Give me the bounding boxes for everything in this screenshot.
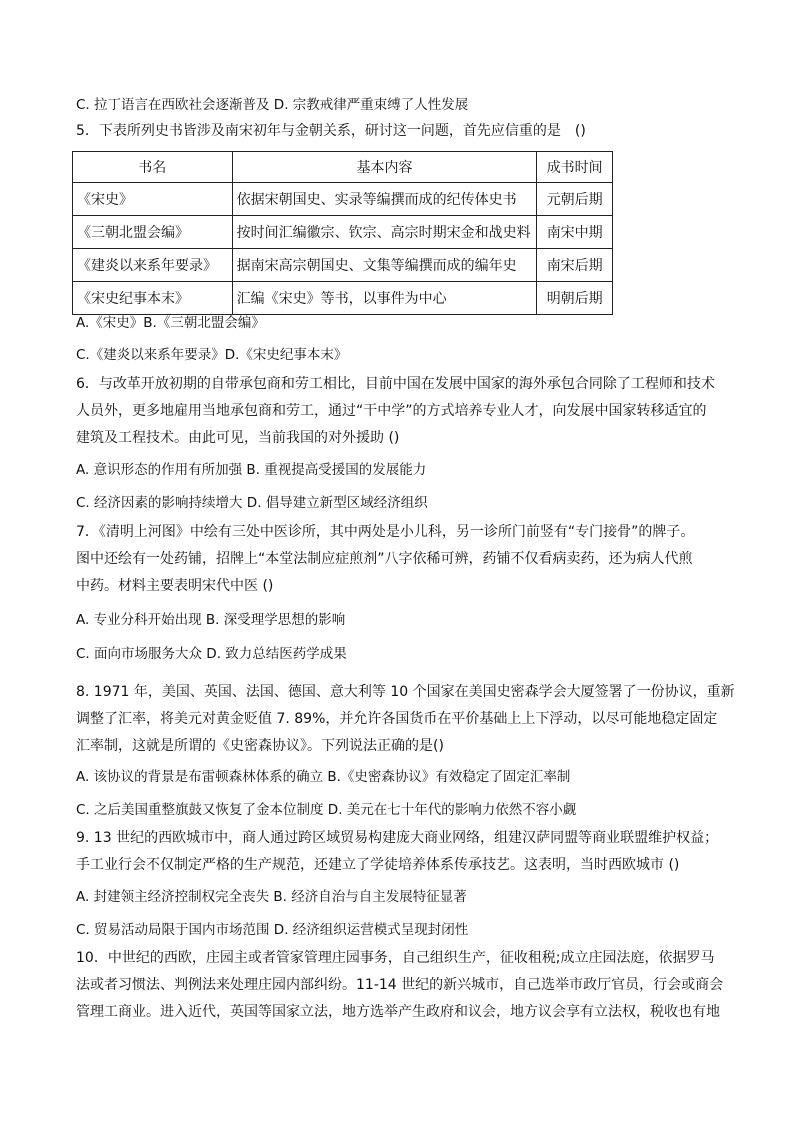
table-cell: 据南宋高宗朝国史、文集等编撰而成的编年史 — [232, 249, 537, 282]
q5-stem: 5．下表所列史书皆涉及南宋初年与金朝关系，研讨这一问题，首先应信重的是 () — [76, 123, 586, 139]
q9-stem-line-2: 手工业行会不仅制定严格的生产规范，还建立了学徒培养体系传承技艺。这表明，当时西欧城市 () — [76, 857, 680, 873]
table-header-cell: 书名 — [73, 152, 233, 183]
q7-stem-line-3: 中药。材料主要表明宋代中医 () — [76, 578, 274, 594]
q8-options-cd: C. 之后美国重整旗鼓又恢复了金本位制度 D. 美元在七十年代的影响力依然不容小觑 — [76, 802, 577, 818]
q5-options-ab: A.《宋史》B.《三朝北盟会编》 — [76, 315, 265, 331]
q6-stem-line-2: 人员外，更多地雇用当地承包商和劳工，通过“干中学”的方式培养专业人才，向发展中国家转移适宜的 — [76, 403, 707, 419]
q6-options-cd: C. 经济因素的影响持续增大 D. 倡导建立新型区域经济组织 — [76, 495, 428, 511]
table-header-row — [73, 152, 613, 183]
q6-stem-line-1: 6．与改革开放初期的自带承包商和劳工相比，目前中国在发展中国家的海外承包合同除了工程师和技术 — [76, 376, 715, 392]
q7-options-ab: A. 专业分科开始出现 B. 深受理学思想的影响 — [76, 612, 346, 628]
q8-stem-line-1: 8. 1971 年，美国、英国、法国、德国、意大利等 10 个国家在美国史密森学会大厦签署了一份协议，重新 — [76, 684, 735, 700]
table-cell: 《建炎以来系年要录》 — [73, 249, 233, 282]
table-cell: 依据宋朝国史、实录等编撰而成的纪传体史书 — [232, 183, 537, 216]
table-cell: 《宋史》 — [73, 183, 233, 216]
table-cell: 明朝后期 — [537, 282, 613, 315]
table-cell: 《三朝北盟会编》 — [73, 216, 233, 249]
table-cell: 《宋史纪事本末》 — [73, 282, 233, 315]
history-books-table — [72, 151, 613, 315]
q7-options-cd: C. 面向市场服务大众 D. 致力总结医药学成果 — [76, 646, 347, 662]
q7-stem-line-2: 图中还绘有一处药铺，招牌上“本堂法制应症煎剂”八字依稀可辨，药铺不仅看病卖药，还为病人代煎 — [76, 551, 693, 567]
q10-stem-line-2: 法或者习惯法、判例法来处理庄园内部纠纷。11-14 世纪的新兴城市，自己选举市政厅官员，行会或商会 — [76, 977, 724, 993]
table-cell: 南宋中期 — [537, 216, 613, 249]
q8-options-ab: A. 该协议的背景是布雷顿森林体系的确立 B.《史密森协议》有效稳定了固定汇率制 — [76, 769, 571, 785]
table-row — [73, 249, 613, 282]
q10-stem-line-3: 管理工商业。进入近代，英国等国家立法，地方选举产生政府和议会，地方议会享有立法权，税收也有地 — [76, 1004, 720, 1020]
table-header-cell: 成书时间 — [537, 152, 613, 183]
q4-options-cd: C. 拉丁语言在西欧社会逐渐普及 D. 宗教戒律严重束缚了人性发展 — [76, 97, 469, 113]
table-row — [73, 183, 613, 216]
table-cell: 南宋后期 — [537, 249, 613, 282]
q9-options-ab: A. 封建领主经济控制权完全丧失 B. 经济自治与自主发展特征显著 — [76, 889, 467, 905]
table-cell: 元朝后期 — [537, 183, 613, 216]
q10-stem-line-1: 10．中世纪的西欧，庄园主或者管家管理庄园事务，自己组织生产，征收租税;成立庄园法庭，依据罗马 — [76, 950, 715, 966]
q5-options-cd: C.《建炎以来系年要录》D.《宋史纪事本末》 — [76, 347, 348, 363]
table-cell: 按时间汇编徽宗、钦宗、高宗时期宋金和战史料 — [232, 216, 537, 249]
q6-options-ab: A. 意识形态的作用有所加强 B. 重视提高受援国的发展能力 — [76, 462, 427, 478]
q9-stem-line-1: 9. 13 世纪的西欧城市中，商人通过跨区域贸易构建庞大商业网络，组建汉萨同盟等商业联盟维护权益； — [76, 830, 719, 846]
table-header-cell: 基本内容 — [232, 152, 537, 183]
q8-stem-line-3: 汇率制，这就是所谓的《史密森协议》。下列说法正确的是() — [76, 738, 444, 754]
q9-options-cd: C. 贸易活动局限于国内市场范围 D. 经济组织运营模式呈现封闭性 — [76, 922, 469, 938]
q6-stem-line-3: 建筑及工程技术。由此可见，当前我国的对外援助 () — [76, 430, 400, 446]
table-cell: 汇编《宋史》等书，以事件为中心 — [232, 282, 537, 315]
q8-stem-line-2: 调整了汇率，将美元对黄金贬值 7. 89%，并允许各国货币在平价基础上上下浮动，以尽可能地稳定固定 — [76, 711, 718, 727]
table-row — [73, 216, 613, 249]
q7-stem-line-1: 7．《清明上河图》中绘有三处中医诊所，其中两处是小儿科，另一诊所门前竖有“专门接骨”的牌子。 — [76, 524, 695, 540]
table-row — [73, 282, 613, 315]
